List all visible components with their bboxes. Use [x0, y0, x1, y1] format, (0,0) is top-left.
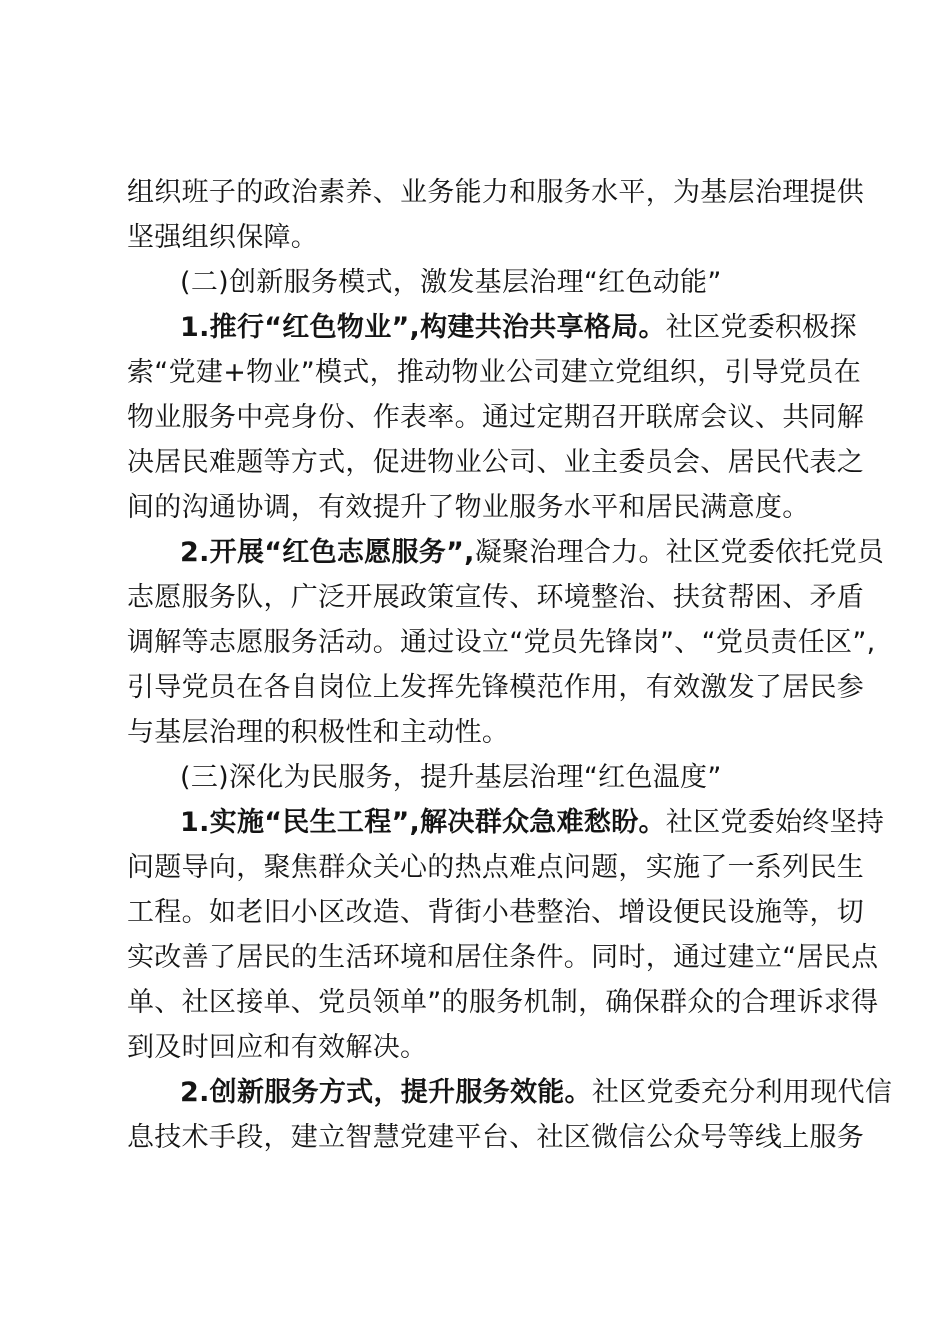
bold-lead: 2.创新服务方式，提升服务效能。 — [180, 1077, 592, 1108]
paragraph-first-line — [180, 1076, 892, 1110]
line-text: 息技术手段，建立智慧党建平台、社区微信公众号等线上服务 — [127, 1122, 865, 1153]
line-text: 问题导向，聚焦群众关心的热点难点问题，实施了一系列民生 — [127, 852, 865, 883]
line-text: 间的沟通协调，有效提升了物业服务水平和居民满意度。 — [127, 492, 810, 523]
bold-lead: 1.实施“民生工程”,解决群众急难愁盼。 — [180, 807, 666, 838]
line-text: 与基层治理的积极性和主动性。 — [127, 717, 510, 748]
body-line — [127, 581, 864, 615]
line-text: 社区党委充分利用现代信 — [591, 1077, 893, 1108]
line-text: 引导党员在各自岗位上发挥先锋模范作用，有效激发了居民参 — [127, 672, 865, 703]
line-text: (二)创新服务模式，激发基层治理“红色动能” — [180, 267, 722, 298]
body-line — [127, 446, 864, 480]
body-line — [127, 941, 878, 975]
paragraph-first-line — [180, 806, 884, 840]
section-heading — [180, 266, 722, 300]
body-line — [127, 626, 876, 660]
body-line — [127, 671, 864, 705]
line-text: 索“党建+物业”模式，推动物业公司建立党组织，引导党员在 — [127, 357, 861, 388]
line-text: 决居民难题等方式，促进物业公司、业主委员会、居民代表之 — [127, 447, 865, 478]
body-line — [127, 1121, 864, 1155]
body-line — [127, 491, 810, 525]
line-text: 到及时回应和有效解决。 — [127, 1032, 428, 1063]
line-text: 工程。如老旧小区改造、背街小巷整治、增设便民设施等，切 — [127, 897, 865, 928]
body-line — [127, 896, 864, 930]
body-line — [127, 716, 509, 750]
line-text: 社区党委积极探 — [665, 312, 857, 343]
bold-lead: 1.推行“红色物业”,构建共治共享格局。 — [180, 312, 666, 343]
line-text: 单、社区接单、党员领单”的服务机制，确保群众的合理诉求得 — [127, 987, 879, 1018]
paragraph-first-line — [180, 536, 884, 570]
body-line — [127, 401, 864, 435]
line-text: 实改善了居民的生活环境和居住条件。同时，通过建立“居民点 — [127, 942, 879, 973]
line-text: 志愿服务队，广泛开展政策宣传、环境整治、扶贫帮困、矛盾 — [127, 582, 865, 613]
body-line — [127, 851, 864, 885]
body-line — [127, 986, 878, 1020]
line-text: 调解等志愿服务活动。通过设立“党员先锋岗”、“党员责任区”, — [127, 627, 876, 658]
body-line — [127, 221, 318, 255]
line-text: 坚强组织保障。 — [127, 222, 319, 253]
bold-lead: 2.开展“红色志愿服务”, — [180, 537, 475, 568]
line-text: 凝聚治理合力。社区党委依托党员 — [474, 537, 885, 568]
line-text: (三)深化为民服务，提升基层治理“红色温度” — [180, 762, 722, 793]
body-line — [127, 1031, 427, 1065]
body-line — [127, 176, 864, 210]
body-line — [127, 356, 861, 390]
section-heading — [180, 761, 722, 795]
paragraph-first-line — [180, 311, 857, 345]
line-text: 物业服务中亮身份、作表率。通过定期召开联席会议、共同解 — [127, 402, 865, 433]
line-text: 组织班子的政治素养、业务能力和服务水平，为基层治理提供 — [127, 177, 865, 208]
line-text: 社区党委始终坚持 — [665, 807, 885, 838]
